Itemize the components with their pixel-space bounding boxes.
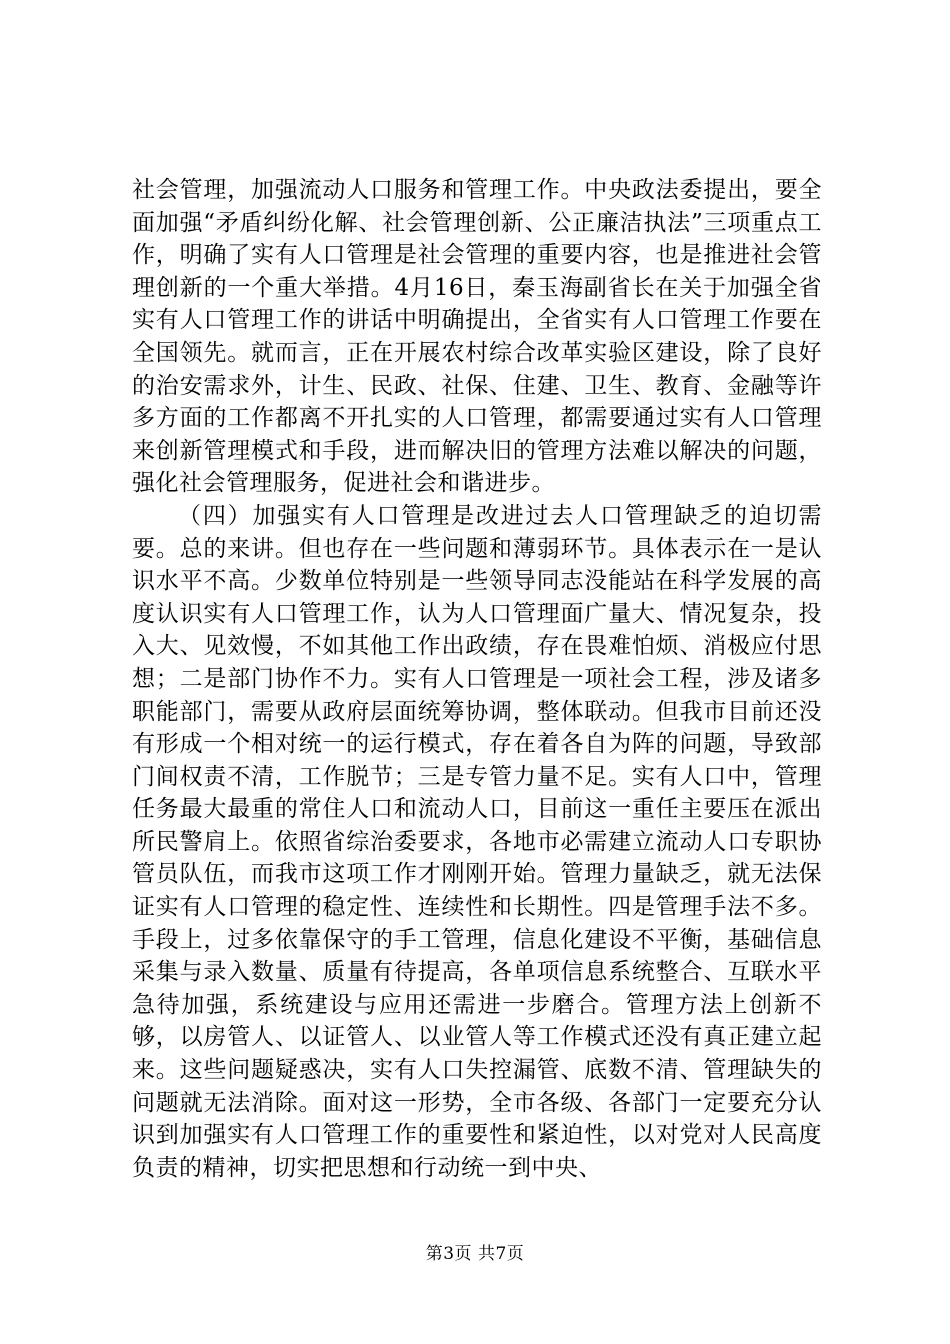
paragraph-1: 社会管理，加强流动人口服务和管理工作。中央政法委提出，要全面加强“矛盾纠纷化解、社会管理创新、公正廉洁执法”三项重点工作，明确了实有人口管理是社会管理的重要内容，也是推进社会管理创新的一个重大举措。4月16日，秦玉海副省长在关于加强全省实有人口管理工作的讲话中明确提出，全省实有人口管理工作要在全国领先。就而言，正在开展农村综合改革实验区建设，除了良好的治安需求外，计生、民政、社保、住建、卫生、教育、金融等许多方面的工作都离不开扎实的人口管理，都需要通过实有人口管理来创新管理模式和手段，进而解决旧的管理方法难以解决的问题，强化社会管理服务，促进社会和谐进步。	[132, 177, 822, 497]
paragraph-2: （四）加强实有人口管理是改进过去人口管理缺乏的迫切需要。总的来讲。但也存在一些问题和薄弱环节。具体表示在一是认识水平不高。少数单位特别是一些领导同志没能站在科学发展的高度认识实有人口管理工作，认为人口管理面广量大、情况复杂，投入大、见效慢，不如其他工作出政绩，存在畏难怕烦、消极应付思想；二是部门协作不力。实有人口管理是一项社会工程，涉及诸多职能部门，需要从政府层面统筹协调，整体联动。但我市目前还没有形成一个相对统一的运行模式，存在着各自为阵的问题，导致部门间权责不清，工作脱节；三是专管力量不足。实有人口中，管理任务最大最重的常住人口和流动人口，目前这一重任主要压在派出所民警肩上。依照省综治委要求，各地市必需建立流动人口专职协管员队伍，而我市这项工作才刚刚开始。管理力量缺乏，就无法保证实有人口管理的稳定性、连续性和长期性。四是管理手法不多。手段上，过多依靠保守的手工管理，信息化建设不平衡，基础信息采集与录入数量、质量有待提高，各单项信息系统整合、互联水平急待加强，系统建设与应用还需进一步磨合。管理方法上创新不够，以房管人、以证管人、以业管人等工作模式还没有真正建立起来。这些问题疑惑决，实有人口失控漏管、底数不清、管理缺失的问题就无法消除。面对这一形势，全市各级、各部门一定要充分认识到加强实有人口管理工作的重要性和紧迫性，以对党对人民高度负责的精神，切实把思想和行动统一到中央、	[132, 502, 822, 1181]
body-text	[132, 174, 822, 1184]
page-number-footer: 第3页 共7页	[425, 1244, 525, 1264]
